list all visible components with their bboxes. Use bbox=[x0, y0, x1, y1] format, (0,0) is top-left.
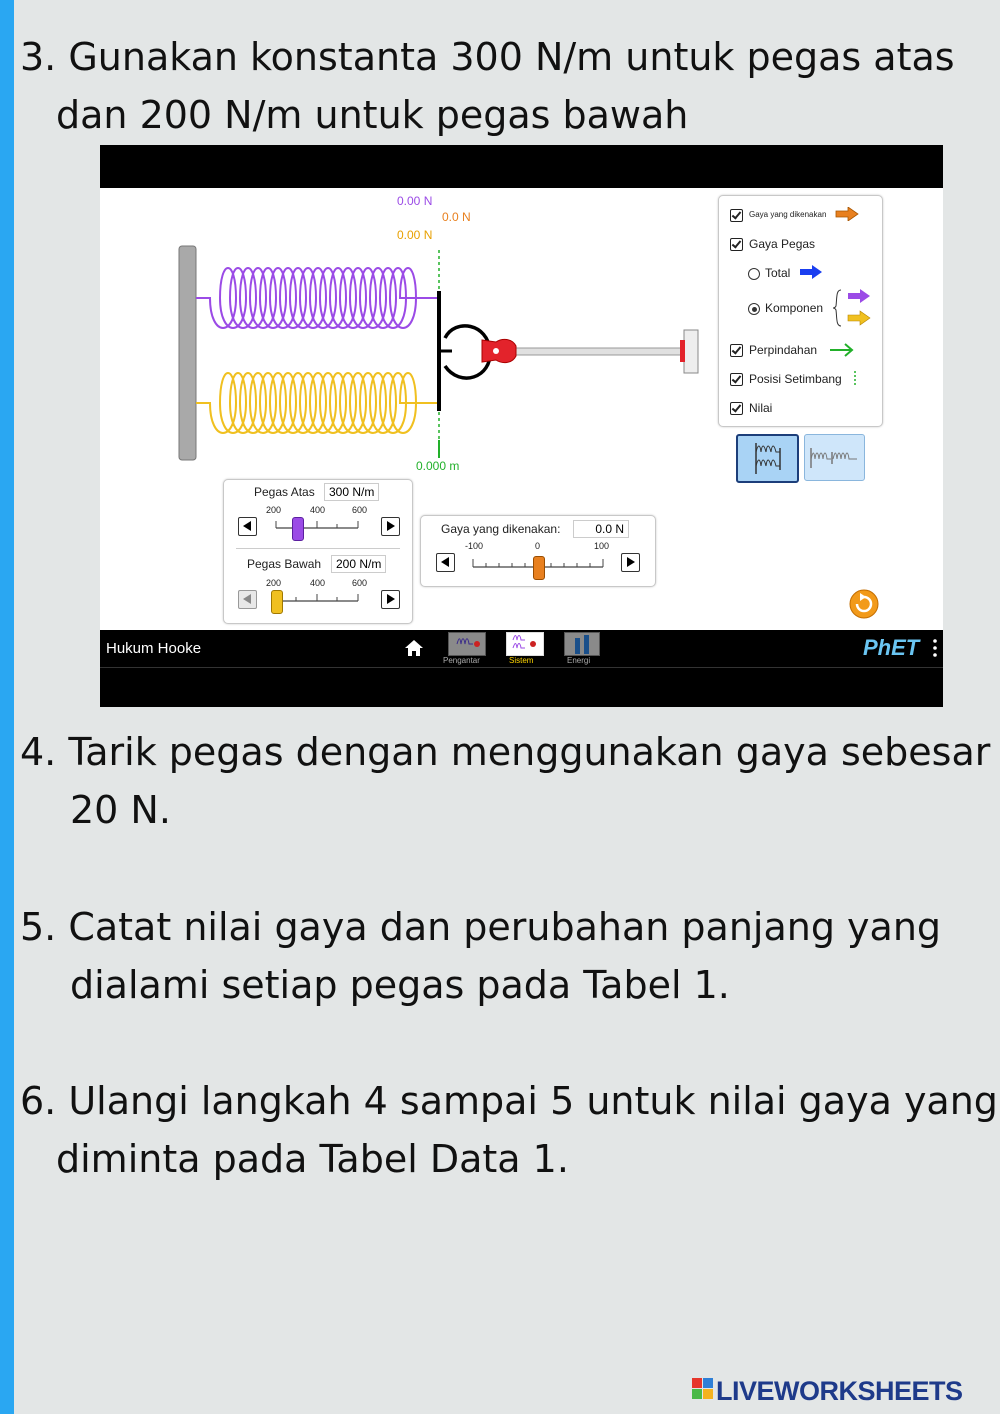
parallel-config-button[interactable] bbox=[736, 434, 799, 483]
total-option-label: Total bbox=[765, 266, 791, 280]
menu-icon[interactable] bbox=[932, 638, 938, 658]
bottom-tick-400: 400 bbox=[310, 578, 326, 588]
components-option-label: Komponen bbox=[765, 301, 824, 315]
bottom-tick-600: 600 bbox=[352, 578, 368, 588]
top-spring bbox=[196, 268, 438, 328]
step-5-line-2: dialami setiap pegas pada Tabel 1. bbox=[70, 963, 730, 1007]
sim-canvas bbox=[100, 188, 943, 630]
step-5-line-1: 5. Catat nilai gaya dan perubahan panjang yang bbox=[20, 905, 942, 949]
sim-navbar bbox=[100, 630, 943, 668]
top-tick-200: 200 bbox=[266, 505, 282, 515]
applied-force-slider-thumb[interactable] bbox=[533, 556, 545, 580]
equilibrium-checkbox[interactable] bbox=[730, 373, 743, 386]
displacement-option-label: Perpindahan bbox=[749, 343, 818, 357]
top-spring-force-readout: 0.00 N bbox=[397, 194, 433, 208]
bottom-spring bbox=[196, 373, 438, 433]
system-screen-icon bbox=[507, 633, 543, 655]
top-spring-label: Pegas Atas bbox=[254, 485, 315, 499]
instruction-step-3 bbox=[20, 28, 955, 144]
system-screen-button[interactable] bbox=[506, 632, 544, 656]
phet-simulation bbox=[100, 145, 943, 707]
applied-force-readout: 0.0 N bbox=[442, 210, 471, 224]
series-springs-icon bbox=[805, 435, 864, 480]
applied-force-slider-label: Gaya yang dikenakan: bbox=[441, 522, 561, 536]
values-option-label: Nilai bbox=[749, 401, 773, 415]
liveworksheets-logo-text: LIVEWORKSHEETS bbox=[716, 1376, 963, 1406]
top-tick-600: 600 bbox=[352, 505, 368, 515]
values-checkbox[interactable] bbox=[730, 402, 743, 415]
options-panel bbox=[718, 195, 883, 427]
bottom-spring-slider-track[interactable] bbox=[272, 589, 362, 607]
applied-force-arrow-icon bbox=[835, 207, 859, 221]
left-accent-bar bbox=[0, 0, 14, 1414]
energy-screen-icon bbox=[565, 633, 599, 655]
spring-force-option-label: Gaya Pegas bbox=[749, 237, 816, 251]
force-tick-minus-100: -100 bbox=[465, 541, 484, 551]
applied-force-option-label: Gaya yang dikenakan bbox=[749, 210, 827, 219]
components-radio[interactable] bbox=[748, 303, 760, 315]
equilibrium-line-icon bbox=[853, 371, 857, 387]
displacement-readout: 0.000 m bbox=[416, 459, 460, 473]
top-spring-value: 300 N/m bbox=[324, 483, 379, 501]
bottom-tick-200: 200 bbox=[266, 578, 282, 588]
bottom-spring-increase-button[interactable] bbox=[381, 590, 400, 609]
step-4-line-1: 4. Tarik pegas dengan menggunakan gaya sebesar bbox=[20, 730, 991, 774]
home-icon[interactable] bbox=[404, 639, 424, 657]
top-spring-slider-thumb[interactable] bbox=[292, 517, 304, 541]
applied-force-value: 0.0 N bbox=[573, 520, 629, 538]
applied-force-checkbox[interactable] bbox=[730, 209, 743, 222]
liveworksheets-logo-icon bbox=[692, 1378, 714, 1402]
sim-title: Hukum Hooke bbox=[106, 640, 202, 657]
intro-screen-label: Pengantar bbox=[443, 656, 480, 665]
equilibrium-option-label: Posisi Setimbang bbox=[749, 372, 842, 386]
top-spring-decrease-button[interactable] bbox=[238, 517, 257, 536]
total-force-arrow-icon bbox=[799, 265, 823, 279]
applied-force-decrease-button[interactable] bbox=[436, 553, 455, 572]
total-radio[interactable] bbox=[748, 268, 760, 280]
step-6-line-1: 6. Ulangi langkah 4 sampai 5 untuk nilai gaya yang bbox=[20, 1079, 998, 1123]
bottom-spring-slider-thumb[interactable] bbox=[271, 590, 283, 614]
top-tick-400: 400 bbox=[310, 505, 326, 515]
step-3-line-2: dan 200 N/m untuk pegas bawah bbox=[56, 93, 689, 137]
intro-screen-button[interactable] bbox=[448, 632, 486, 656]
applied-force-increase-button[interactable] bbox=[621, 553, 640, 572]
force-tick-0: 0 bbox=[535, 541, 541, 551]
spring-connector bbox=[437, 291, 441, 411]
component-arrows-icon bbox=[833, 288, 873, 328]
step-3-line-1: 3. Gunakan konstanta 300 N/m untuk pegas atas bbox=[20, 35, 955, 79]
bottom-spring-force-readout: 0.00 N bbox=[397, 228, 433, 242]
applied-force-panel bbox=[420, 515, 656, 587]
bottom-spring-value: 200 N/m bbox=[331, 555, 386, 573]
energy-screen-label: Energi bbox=[567, 656, 591, 665]
spring-force-checkbox[interactable] bbox=[730, 238, 743, 251]
series-config-button[interactable] bbox=[804, 434, 865, 481]
spring-constant-panel bbox=[223, 479, 413, 624]
parallel-springs-icon bbox=[738, 436, 797, 481]
wall bbox=[179, 246, 196, 460]
top-spring-slider-track[interactable] bbox=[272, 516, 362, 534]
instruction-step-4 bbox=[20, 723, 990, 839]
bottom-spring-label: Pegas Bawah bbox=[247, 557, 322, 571]
step-6-line-2: diminta pada Tabel Data 1. bbox=[56, 1137, 569, 1181]
system-screen-label: Sistem bbox=[509, 656, 534, 665]
displacement-arrow-icon bbox=[829, 343, 855, 357]
instruction-step-6 bbox=[20, 1072, 998, 1188]
phet-logo[interactable]: PhET bbox=[863, 635, 920, 660]
instruction-step-5 bbox=[20, 898, 941, 1014]
rod-end bbox=[684, 330, 698, 373]
force-tick-100: 100 bbox=[594, 541, 610, 551]
displacement-checkbox[interactable] bbox=[730, 344, 743, 357]
intro-screen-icon bbox=[449, 633, 485, 655]
reset-button[interactable] bbox=[850, 590, 878, 618]
bottom-spring-decrease-button[interactable] bbox=[238, 590, 257, 609]
energy-screen-button[interactable] bbox=[564, 632, 600, 656]
step-4-line-2: 20 N. bbox=[70, 788, 171, 832]
pull-rod bbox=[514, 348, 684, 355]
top-spring-increase-button[interactable] bbox=[381, 517, 400, 536]
